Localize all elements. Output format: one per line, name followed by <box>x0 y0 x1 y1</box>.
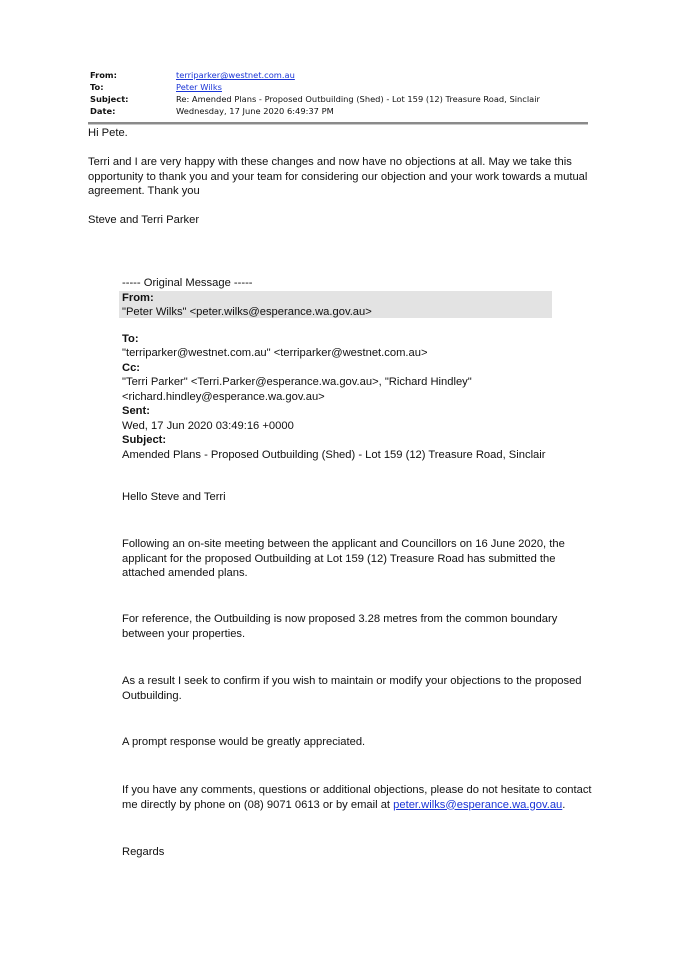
reply-body <box>88 126 587 228</box>
from-link[interactable]: terriparker@westnet.com.au <box>176 70 295 80</box>
reply-line: agreement. Thank you <box>88 185 200 197</box>
orig-cc: "Terri Parker" <Terri.Parker@esperance.wa.gov.au>, "Richard Hindley" <box>122 376 472 388</box>
reply-line: opportunity to thank you and your team for considering our objection and your work towards a mutual <box>88 170 588 183</box>
orig-to: "terriparker@westnet.com.au" <terriparker@westnet.com.au> <box>122 347 428 359</box>
orig-sent-label: Sent: <box>122 405 150 417</box>
original-headers <box>122 276 546 462</box>
orig-from: "Peter Wilks" <peter.wilks@esperance.wa.gov.au> <box>122 306 372 318</box>
to-label: To: <box>90 82 104 92</box>
from-label: From: <box>90 70 117 80</box>
orig-subject: Amended Plans - Proposed Outbuilding (Shed) - Lot 159 (12) Treasure Road, Sinclair <box>122 448 546 461</box>
reply-line: Terri and I are very happy with these changes and now have no objections at all. May we take this <box>88 156 572 168</box>
email-link[interactable]: peter.wilks@esperance.wa.gov.au <box>393 798 563 811</box>
text-line: applicant for the proposed Outbuilding at Lot 159 (12) Treasure Road has submitted the <box>122 552 556 565</box>
header-divider <box>88 122 588 125</box>
text-line: Following an on-site meeting between the applicant and Councillors on 16 June 2020, the <box>122 538 565 550</box>
orig-paragraph-4: A prompt response would be greatly appreciated. <box>122 736 366 748</box>
orig-closing: Regards <box>122 846 165 858</box>
text-line: Outbuilding. <box>122 689 182 702</box>
orig-cc: <richard.hindley@esperance.wa.gov.au> <box>122 390 325 403</box>
orig-from-label: From: <box>122 291 154 304</box>
text-segment: . <box>562 798 566 811</box>
date-label: Date: <box>90 106 116 116</box>
text-segment: me directly by phone on (08) 9071 0613 or by email at <box>122 798 394 811</box>
orig-paragraph-3 <box>122 674 582 703</box>
original-separator: ----- Original Message ----- <box>122 277 253 289</box>
to-link[interactable]: Peter Wilks <box>176 82 222 92</box>
orig-subject-label: Subject: <box>122 434 167 446</box>
orig-paragraph-5 <box>122 783 592 812</box>
text-line <box>122 798 592 813</box>
reply-signature: Steve and Terri Parker <box>88 214 200 226</box>
text-line: between your properties. <box>122 627 246 640</box>
subject-value: Re: Amended Plans - Proposed Outbuilding (Shed) - Lot 159 (12) Treasure Road, Sinclair <box>176 94 540 104</box>
orig-paragraph-1 <box>122 537 565 581</box>
text-line: If you have any comments, questions or additional objections, please do not hesitate to contact <box>122 784 592 796</box>
text-line: attached amended plans. <box>122 567 248 579</box>
orig-sent: Wed, 17 Jun 2020 03:49:16 +0000 <box>122 419 294 432</box>
reply-greeting: Hi Pete. <box>88 127 128 139</box>
orig-to-label: To: <box>122 332 139 345</box>
orig-cc-label: Cc: <box>122 361 141 374</box>
orig-greeting: Hello Steve and Terri <box>122 491 226 503</box>
text-line: As a result I seek to confirm if you wish to maintain or modify your objections to the proposed <box>122 675 582 687</box>
date-value: Wednesday, 17 June 2020 6:49:37 PM <box>176 106 334 116</box>
orig-paragraph-2 <box>122 612 557 641</box>
subject-label: Subject: <box>90 94 129 104</box>
text-line: For reference, the Outbuilding is now proposed 3.28 metres from the common boundary <box>122 613 558 625</box>
